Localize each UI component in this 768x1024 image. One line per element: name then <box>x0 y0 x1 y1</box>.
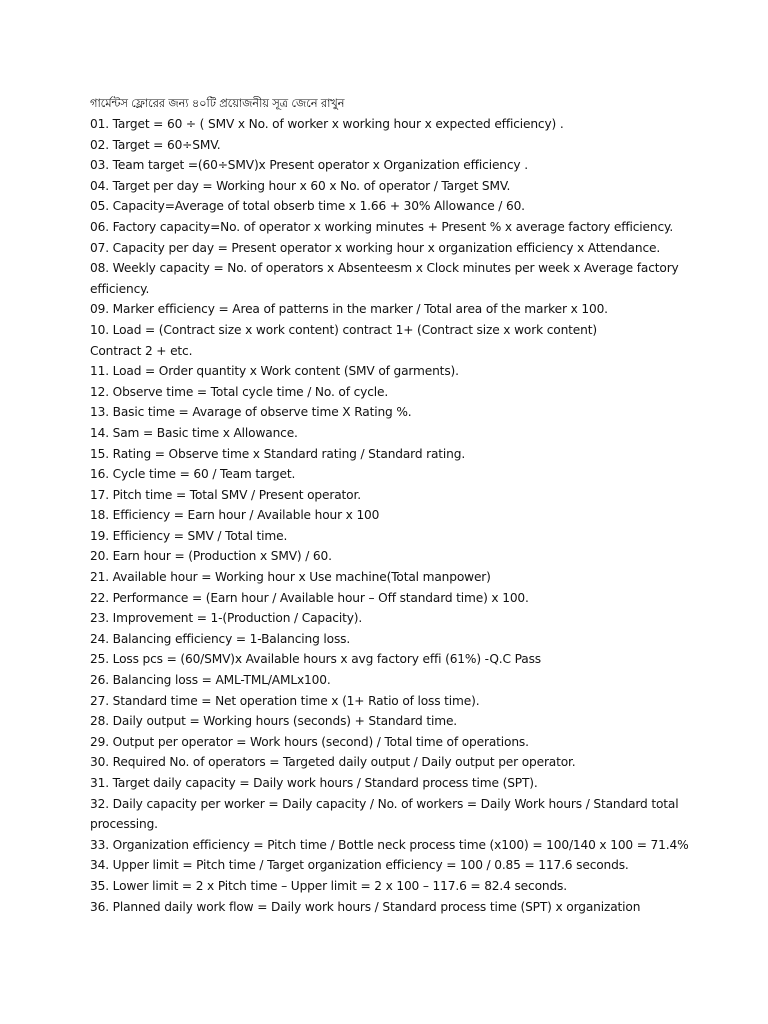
formula-line: 21. Available hour = Working hour x Use machine(Total manpower) <box>90 570 491 585</box>
formula-line: 16. Cycle time = 60 / Team target. <box>90 467 296 482</box>
formula-line: 05. Capacity=Average of total obserb time x 1.66 + 30% Allowance / 60. <box>90 199 525 214</box>
formula-line: 27. Standard time = Net operation time x (1+ Ratio of loss time). <box>90 693 480 708</box>
formula-line: 29. Output per operator = Work hours (second) / Total time of operations. <box>90 734 529 749</box>
formula-line: 25. Loss pcs = (60/SMV)x Available hours x avg factory effi (61%) -Q.C Pass <box>90 652 541 667</box>
formula-line: 20. Earn hour = (Production x SMV) / 60. <box>90 549 332 564</box>
formula-line: 33. Organization efficiency = Pitch time / Bottle neck process time (x100) = 100/140 x 100 = 71.4% <box>90 837 689 852</box>
formula-line: 22. Performance = (Earn hour / Available hour – Off standard time) x 100. <box>90 590 529 605</box>
formula-line: 31. Target daily capacity = Daily work hours / Standard process time (SPT). <box>90 776 538 790</box>
formula-line: 13. Basic time = Avarage of observe time X Rating %. <box>90 405 412 420</box>
document-heading: গার্মেন্টস ফ্লোরের জন্য ৪০টি প্রয়োজনীয় সূত্র জেনে রাখুন <box>90 96 345 110</box>
formula-line: 36. Planned daily work flow = Daily work hours / Standard process time (SPT) x organization <box>90 899 641 914</box>
formula-line: 10. Load = (Contract size x work content) contract 1+ (Contract size x work content) <box>90 322 597 337</box>
formula-line: 26. Balancing loss = AML-TML/AMLx100. <box>90 673 331 688</box>
formula-line: 01. Target = 60 ÷ ( SMV x No. of worker x working hour x expected efficiency) . <box>90 117 564 131</box>
formula-line: 17. Pitch time = Total SMV / Present operator. <box>90 487 361 502</box>
formula-line: 28. Daily output = Working hours (seconds) + Standard time. <box>90 714 458 729</box>
formula-line: 03. Team target =(60÷SMV)x Present operator x Organization efficiency . <box>90 158 528 173</box>
formula-line: 02. Target = 60÷SMV. <box>90 137 221 152</box>
formula-line: 08. Weekly capacity = No. of operators x Absenteesm x Clock minutes per week x Average factory <box>90 261 679 276</box>
formula-line: 24. Balancing efficiency = 1-Balancing loss. <box>90 631 351 646</box>
formula-line: processing. <box>90 817 158 832</box>
formula-line: 12. Observe time = Total cycle time / No. of cycle. <box>90 384 389 399</box>
formula-line: 32. Daily capacity per worker = Daily capacity / No. of workers = Daily Work hours / Standard total <box>90 796 679 811</box>
formula-line: 35. Lower limit = 2 x Pitch time – Upper limit = 2 x 100 – 117.6 = 82.4 seconds. <box>90 878 567 893</box>
formula-line: 15. Rating = Observe time x Standard rating / Standard rating. <box>90 446 466 461</box>
formula-line: 07. Capacity per day = Present operator x working hour x organization efficiency x Attendance. <box>90 240 661 255</box>
formula-line: 19. Efficiency = SMV / Total time. <box>90 528 288 543</box>
formula-line: 14. Sam = Basic time x Allowance. <box>90 425 298 440</box>
formula-line: Contract 2 + etc. <box>90 343 193 358</box>
formula-line: 23. Improvement = 1-(Production / Capacity). <box>90 611 363 626</box>
formula-line: 11. Load = Order quantity x Work content (SMV of garments). <box>90 364 459 379</box>
formula-line: 34. Upper limit = Pitch time / Target organization efficiency = 100 / 0.85 = 117.6 seconds. <box>90 858 629 873</box>
formula-line: 09. Marker efficiency = Area of patterns in the marker / Total area of the marker x 100. <box>90 302 608 317</box>
document-page <box>90 94 690 917</box>
formula-line: 04. Target per day = Working hour x 60 x No. of operator / Target SMV. <box>90 178 511 193</box>
formula-list <box>90 114 690 917</box>
formula-line: 30. Required No. of operators = Targeted daily output / Daily output per operator. <box>90 755 576 770</box>
formula-line: efficiency. <box>90 281 150 296</box>
formula-line: 06. Factory capacity=No. of operator x working minutes + Present % x average factory efficiency. <box>90 219 674 234</box>
formula-line: 18. Efficiency = Earn hour / Available hour x 100 <box>90 508 380 523</box>
